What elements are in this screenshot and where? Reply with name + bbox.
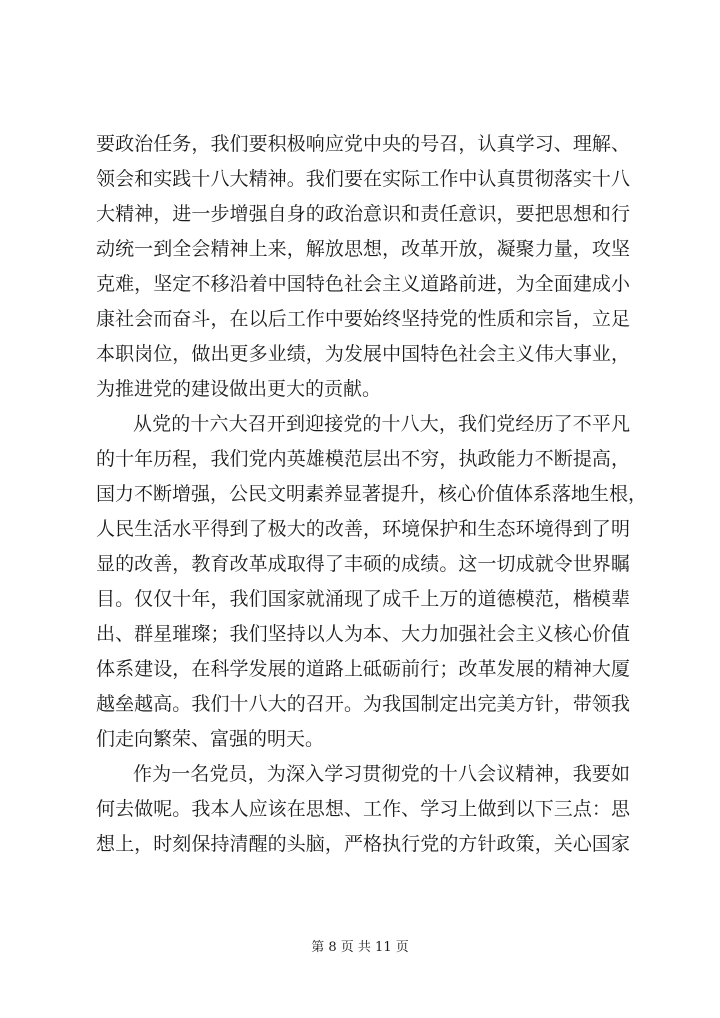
text-line: 想上，时刻保持清醒的头脑，严格执行党的方针政策，关心国家 [96,833,630,855]
paragraph-first-line: 作为一名党员，为深入学习贯彻党的十八会议精神，我要如 [133,763,630,785]
text-line: 康社会而奋斗，在以后工作中要始终坚持党的性质和宗旨，立足 [96,308,630,330]
text-line: 越垒越高。我们十八大的召开。为我国制定出完美方针，带领我 [96,693,630,715]
text-line: 人民生活水平得到了极大的改善，环境保护和生态环境得到了明 [96,518,630,540]
text-line: 大精神，进一步增强自身的政治意识和责任意识，要把思想和行 [96,203,630,225]
text-line: 要政治任务，我们要积极响应党中央的号召，认真学习、理解、 [96,133,630,155]
text-line: 动统一到全会精神上来，解放思想，改革开放，凝聚力量，攻坚 [96,238,630,260]
page-number-footer: 第 8 页 共 11 页 [311,940,409,955]
paragraph-first-line: 从党的十六大召开到迎接党的十八大，我们党经历了不平凡 [133,413,630,435]
text-line: 为推进党的建设做出更大的贡献。 [96,378,382,400]
text-line: 克难，坚定不移沿着中国特色社会主义道路前进，为全面建成小 [96,273,630,295]
text-line: 目。仅仅十年，我们国家就涌现了成千上万的道德模范，楷模辈 [96,588,630,610]
text-line: 国力不断增强，公民文明素养显著提升，核心价值体系落地生根， [96,483,648,505]
text-line: 本职岗位，做出更多业绩，为发展中国特色社会主义伟大事业， [96,343,630,365]
text-line: 体系建设，在科学发展的道路上砥砺前行；改革发展的精神大厦 [96,658,630,680]
text-line: 领会和实践十八大精神。我们要在实际工作中认真贯彻落实十八 [96,168,630,190]
text-line: 的十年历程，我们党内英雄模范层出不穷，执政能力不断提高， [96,448,630,470]
text-line: 们走向繁荣、富强的明天。 [96,728,325,750]
body-text [96,127,648,862]
text-line: 出、群星璀璨；我们坚持以人为本、大力加强社会主义核心价值 [96,623,630,645]
text-line: 显的改善，教育改革成取得了丰硕的成绩。这一切成就令世界瞩 [96,553,630,575]
text-line: 何去做呢。我本人应该在思想、工作、学习上做到以下三点：思 [96,798,630,820]
